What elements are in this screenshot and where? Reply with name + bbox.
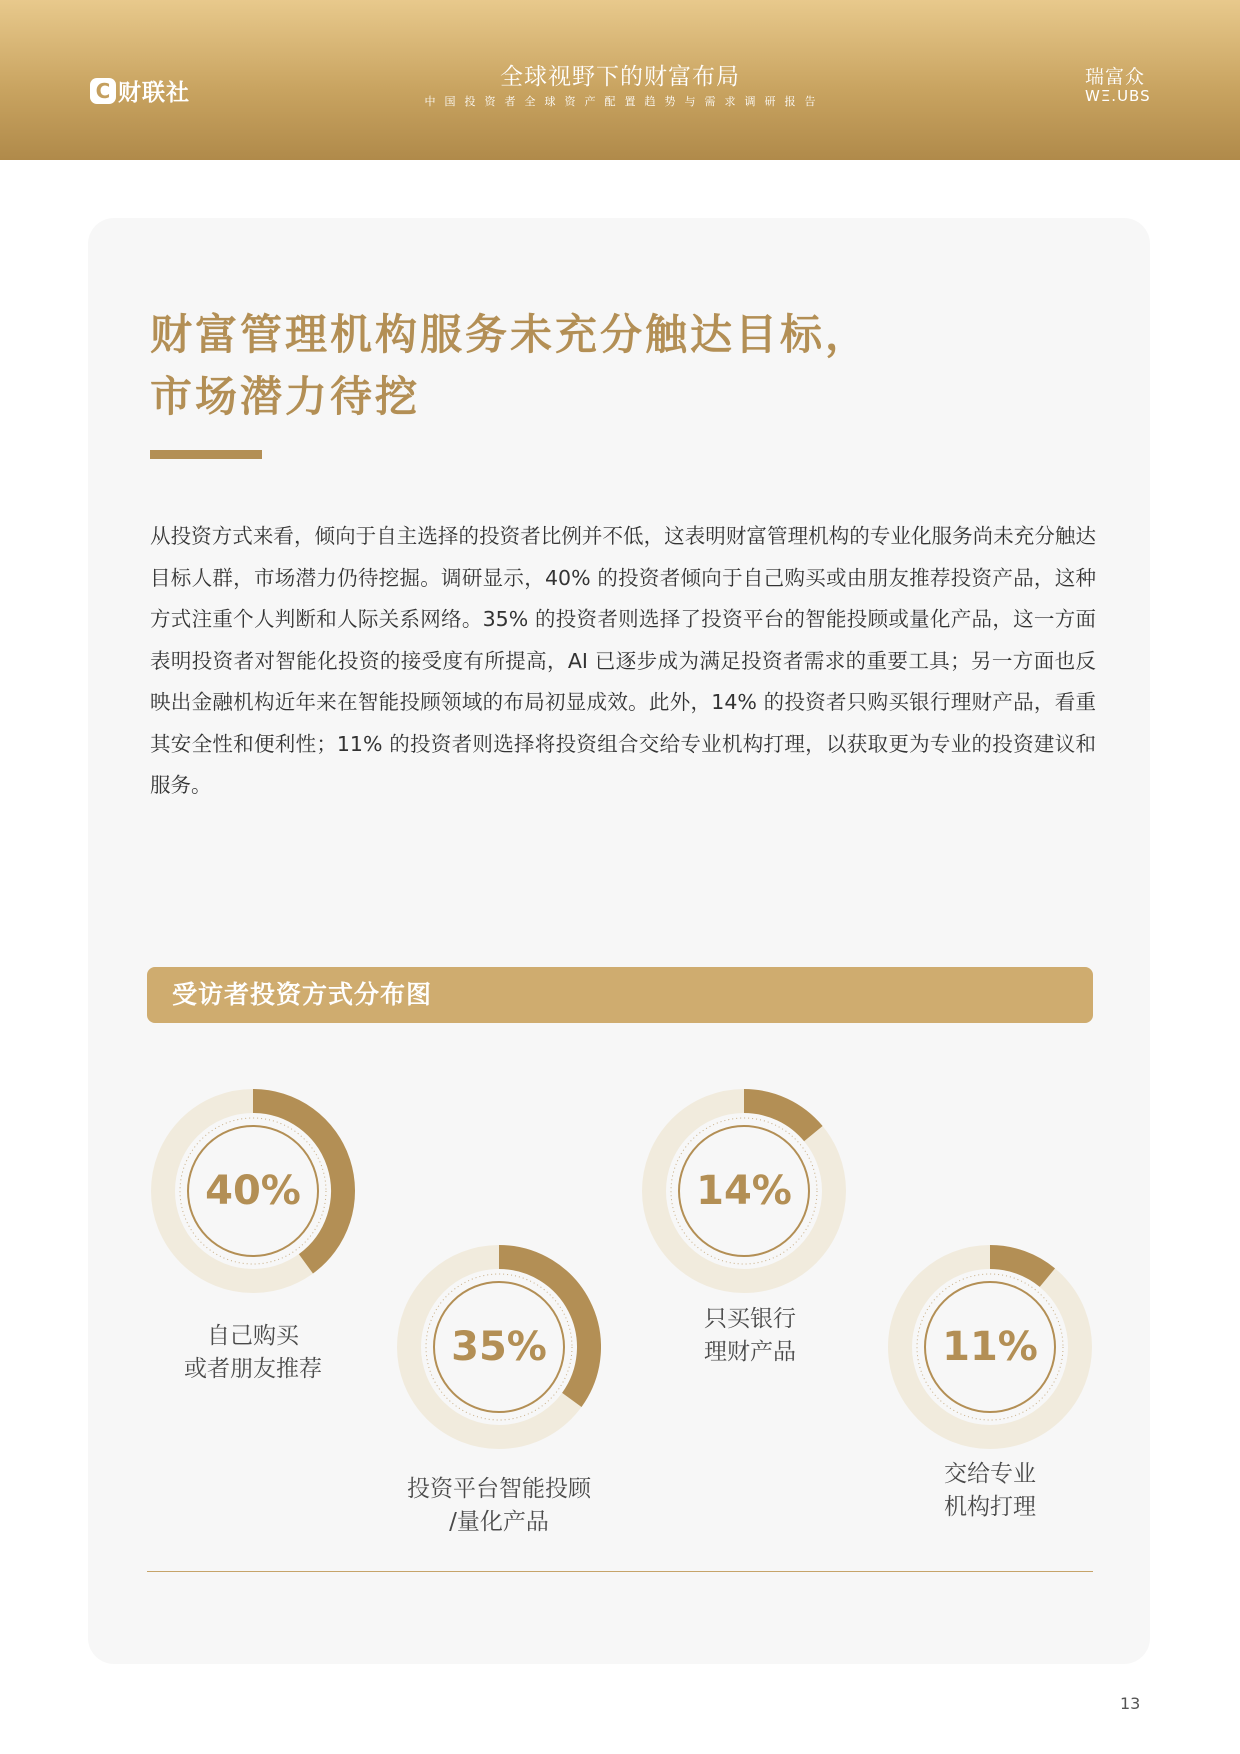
title-underline [150,450,262,459]
donut-label-4 [860,1458,1120,1524]
donut-label-line: 投资平台智能投顾 [407,1476,591,1502]
donut-chart-2 [397,1245,601,1449]
page-header [0,0,1240,160]
page-number: 13 [1120,1694,1141,1713]
weubs-logo-en: WΞ.UBS [1085,87,1151,105]
donut-value: 40% [205,1168,301,1214]
donut-chart-1 [151,1089,355,1293]
logo-text: 财联社 [118,80,190,106]
content-card [88,218,1150,1664]
donut-label-line: 机构打理 [944,1494,1036,1520]
donut-label-2 [369,1473,629,1539]
donut-label-line: 自己购买 [207,1323,299,1349]
donut-value: 11% [942,1324,1038,1370]
donut-chart-3 [642,1089,846,1293]
donut-label-line: /量化产品 [449,1509,549,1535]
donut-chart-4 [888,1245,1092,1449]
section-title [150,304,1050,428]
donut-label-line: 或者朋友推荐 [184,1356,322,1382]
donut-label-line: 理财产品 [704,1339,796,1365]
section-title-line-2: 市场潜力待挖 [150,372,421,421]
donut-value: 14% [696,1168,792,1214]
logo-mark-icon: C [90,78,116,104]
donut-label-1 [123,1320,383,1386]
chart-title-bar [147,967,1093,1023]
report-subtitle: 中国投资者全球资产配置趋势与需求调研报告 [424,95,825,108]
chart-title: 受访者投资方式分布图 [172,980,433,1009]
donut-value: 35% [451,1324,547,1370]
donut-label-line: 只买银行 [704,1306,796,1332]
weubs-logo [1085,66,1165,104]
section-title-line-1: 财富管理机构服务未充分触达目标， [150,310,871,359]
donut-label-line: 交给专业 [944,1461,1036,1487]
report-title: 全球视野下的财富布局 [500,64,740,90]
body-paragraph: 从投资方式来看，倾向于自主选择的投资者比例并不低，这表明财富管理机构的专业化服务尚未充分触达目标人群，市场潜力仍待挖掘。调研显示，40% 的投资者倾向于自己购买或由朋友推荐投资产品，这种方式注重个人判断和人际关系网络。35% 的投资者则选择了投资平台的智能投顾或量化产品，这一方面表明投资者对智能化投资的接受度有所提高，AI 已逐步成为满足投资者需求的重要工具；另一方面也反映出金融机构近年来在智能投顾领域的布局初显成效。此外，14% 的投资者只购买银行理财产品，看重其安全性和便利性；11% 的投资者则选择将投资组合交给专业机构打理，以获取更为专业的投资建议和服务。 [150,524,1096,797]
weubs-logo-cn: 瑞富众 [1085,66,1146,88]
donut-label-3 [620,1303,880,1369]
bottom-divider [147,1571,1093,1572]
